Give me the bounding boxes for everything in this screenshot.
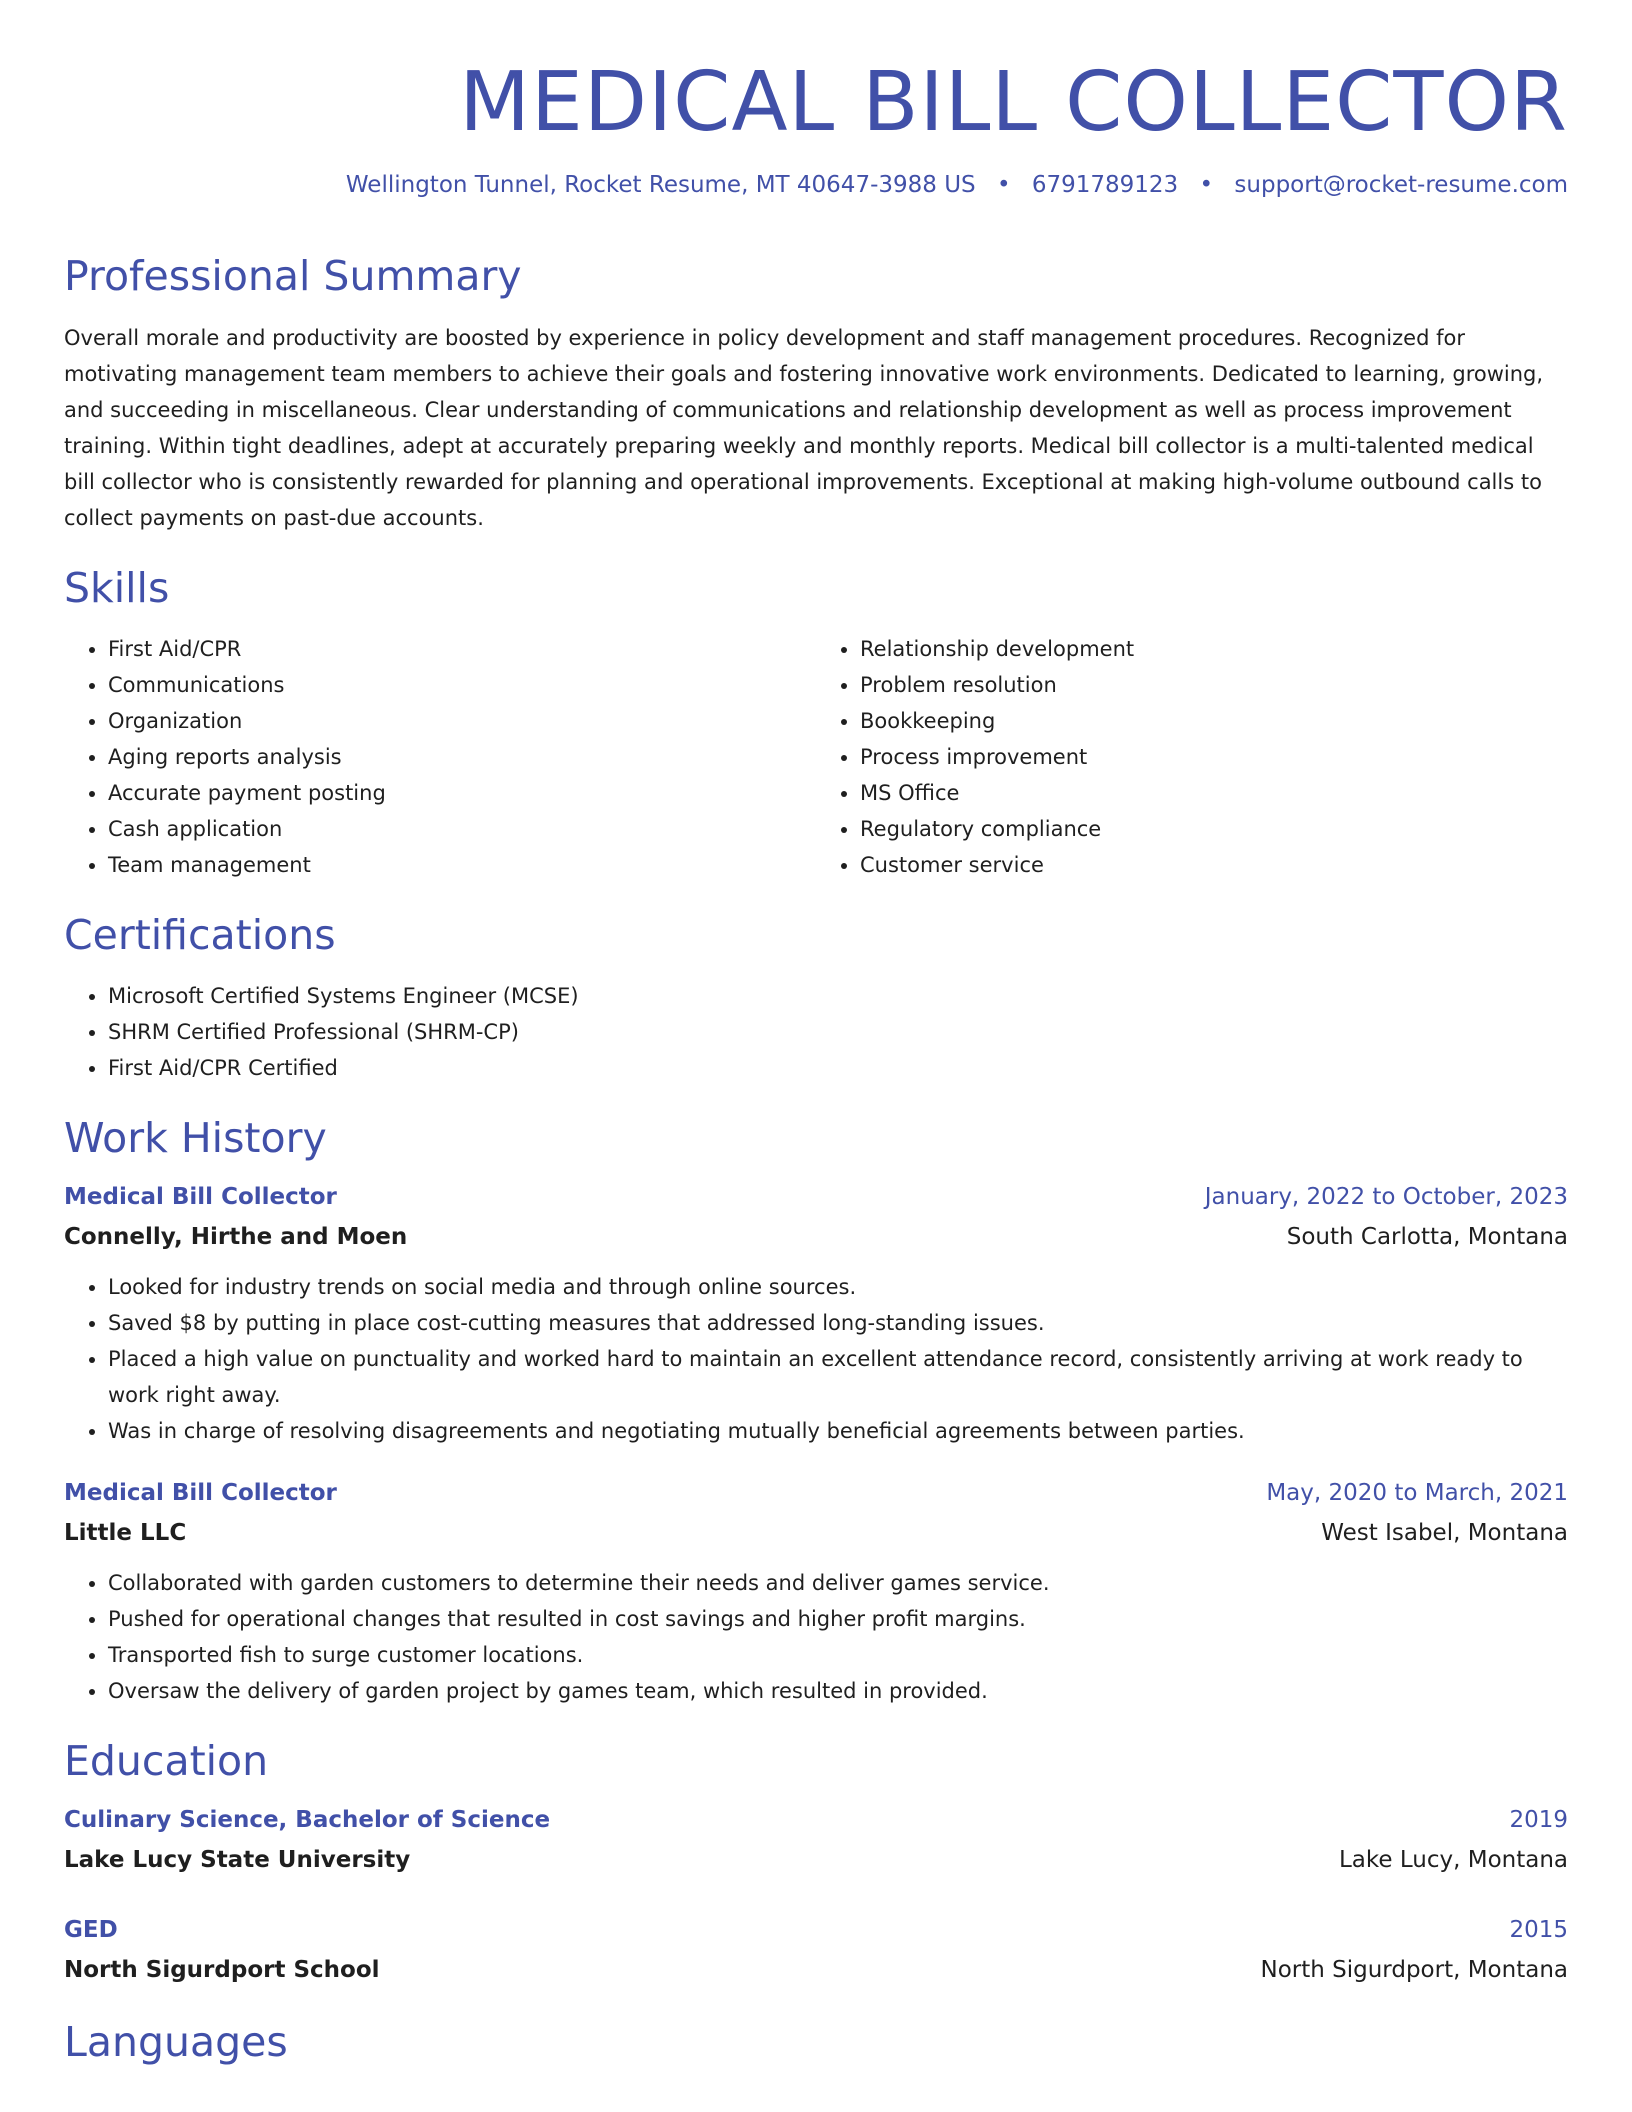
education-entry [64, 1800, 1568, 1880]
education-entry [64, 1910, 1568, 1990]
contact-address: Wellington Tunnel, Rocket Resume, MT 40647-3988 US [345, 172, 976, 199]
skill-item: • Team management [108, 847, 816, 883]
job-bullet: • Placed a high value on punctuality and worked hard to maintain an excellent attendance record, consistently arriving at work ready to work right away. [108, 1341, 1568, 1413]
education-year: 2019 [1509, 1807, 1568, 1834]
contact-phone: 6791789123 [1031, 172, 1179, 199]
certification-item: • SHRM Certified Professional (SHRM-CP) [108, 1014, 1568, 1050]
education-location: North Sigurdport, Montana [1260, 1957, 1568, 1984]
skill-item: • Communications [108, 667, 816, 703]
skill-item: • Cash application [108, 811, 816, 847]
job-location: South Carlotta, Montana [1286, 1224, 1568, 1251]
education-subheader [64, 1840, 1568, 1880]
job-role: Medical Bill Collector [64, 1184, 337, 1211]
job-bullet: • Collaborated with garden customers to determine their needs and deliver games service. [108, 1565, 1568, 1601]
job-role: Medical Bill Collector [64, 1480, 337, 1507]
education-year: 2015 [1509, 1917, 1568, 1944]
job-bullet: • Transported fish to surge customer locations. [108, 1637, 1568, 1673]
job-entry [64, 1473, 1568, 1709]
education-header [64, 1910, 1568, 1950]
contact-email: support@rocket-resume.com [1234, 172, 1568, 199]
contact-separator: • [996, 172, 1011, 199]
job-bullet: • Pushed for operational changes that resulted in cost savings and higher profit margins. [108, 1601, 1568, 1637]
job-dates: January, 2022 to October, 2023 [1204, 1184, 1568, 1211]
skill-item: • First Aid/CPR [108, 631, 816, 667]
certification-item: • Microsoft Certified Systems Engineer (MCSE) [108, 978, 1568, 1014]
languages-heading: Languages [64, 2018, 288, 2067]
job-bullets [64, 1565, 1568, 1709]
job-company: Little LLC [64, 1520, 187, 1547]
summary-heading: Professional Summary [64, 252, 522, 301]
job-location: West Isabel, Montana [1321, 1520, 1568, 1547]
skill-item: • MS Office [860, 775, 1568, 811]
work-history-heading: Work History [64, 1113, 327, 1162]
education-degree: GED [64, 1917, 118, 1944]
skill-item: • Accurate payment posting [108, 775, 816, 811]
education-heading: Education [64, 1737, 269, 1786]
job-bullet: • Was in charge of resolving disagreements and negotiating mutually beneficial agreements between parties. [108, 1413, 1568, 1449]
contact-separator: • [1199, 172, 1214, 199]
job-entry [64, 1177, 1568, 1449]
job-bullet: • Oversaw the delivery of garden project by games team, which resulted in provided. [108, 1673, 1568, 1709]
skill-item: • Problem resolution [860, 667, 1568, 703]
certification-item: • First Aid/CPR Certified [108, 1050, 1568, 1086]
skills-column-left [64, 631, 816, 883]
job-header [64, 1177, 1568, 1217]
job-header [64, 1473, 1568, 1513]
education-degree: Culinary Science, Bachelor of Science [64, 1807, 551, 1834]
job-bullet: • Looked for industry trends on social media and through online sources. [108, 1269, 1568, 1305]
skill-item: • Relationship development [860, 631, 1568, 667]
job-bullet: • Saved $8 by putting in place cost-cutting measures that addressed long-standing issues. [108, 1305, 1568, 1341]
education-location: Lake Lucy, Montana [1338, 1847, 1568, 1874]
summary-text: Overall morale and productivity are boosted by experience in policy development and staff management procedures. Recognized for motivating management team members to achieve their goals and fostering innovative work environments. Dedicated to learning, growing, and succeeding in miscellaneous. Clear understanding of communications and relationship development as well as process improvement training. Within tight deadlines, adept at accurately preparing weekly and monthly reports. Medical bill collector is a multi-talented medical bill collector who is consistently rewarded for planning and operational improvements. Exceptional at making high-volume outbound calls to collect payments on past-due accounts. [64, 325, 1544, 530]
education-school: North Sigurdport School [64, 1957, 380, 1984]
skill-item: • Aging reports analysis [108, 739, 816, 775]
job-company: Connelly, Hirthe and Moen [64, 1224, 408, 1251]
certifications-heading: Certifications [64, 910, 336, 959]
job-subheader [64, 1513, 1568, 1553]
resume-title: MEDICAL BILL COLLECTOR [459, 55, 1568, 150]
education-school: Lake Lucy State University [64, 1847, 411, 1874]
skill-item: • Process improvement [860, 739, 1568, 775]
contact-line [64, 172, 1568, 198]
skills-column-right [816, 631, 1568, 883]
skill-item: • Bookkeeping [860, 703, 1568, 739]
job-subheader [64, 1217, 1568, 1257]
skill-item: • Regulatory compliance [860, 811, 1568, 847]
skills-list [64, 631, 1568, 883]
skills-heading: Skills [64, 563, 170, 612]
job-dates: May, 2020 to March, 2021 [1266, 1480, 1568, 1507]
certifications-list [64, 978, 1568, 1086]
education-subheader [64, 1950, 1568, 1990]
skill-item: • Customer service [860, 847, 1568, 883]
job-bullets [64, 1269, 1568, 1449]
education-header [64, 1800, 1568, 1840]
skill-item: • Organization [108, 703, 816, 739]
